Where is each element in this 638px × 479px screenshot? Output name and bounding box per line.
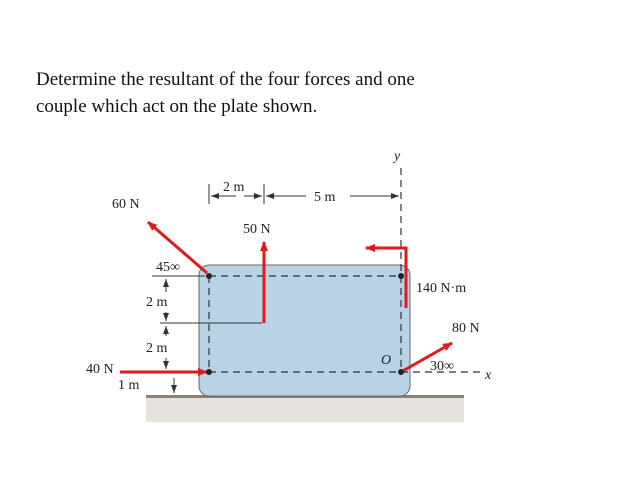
ground-shadow — [146, 398, 464, 422]
label-x-axis: x — [485, 368, 492, 383]
label-60n: 60 N — [112, 197, 140, 212]
label-80n: 80 N — [452, 321, 480, 336]
point-bottom-left — [206, 369, 212, 375]
label-30deg: 30∞ — [430, 359, 454, 374]
point-top-left — [206, 273, 212, 279]
point-top-right — [398, 273, 404, 279]
label-2m-top: 2 m — [223, 180, 245, 195]
label-140nm: 140 N·m — [416, 281, 467, 296]
problem-line-2: couple which act on the plate shown. — [36, 96, 318, 117]
label-origin-o: O — [381, 353, 392, 368]
label-1m: 1 m — [118, 378, 140, 393]
label-45deg: 45∞ — [156, 260, 180, 275]
label-2m-lower: 2 m — [146, 341, 168, 356]
problem-line-1: Determine the resultant of the four forces and one — [36, 69, 415, 90]
label-40n: 40 N — [86, 362, 114, 377]
label-5m: 5 m — [314, 190, 336, 205]
plate — [199, 265, 410, 396]
label-50n: 50 N — [243, 222, 271, 237]
point-origin — [398, 369, 404, 375]
label-y-axis: y — [394, 149, 401, 164]
label-2m-upper: 2 m — [146, 295, 168, 310]
